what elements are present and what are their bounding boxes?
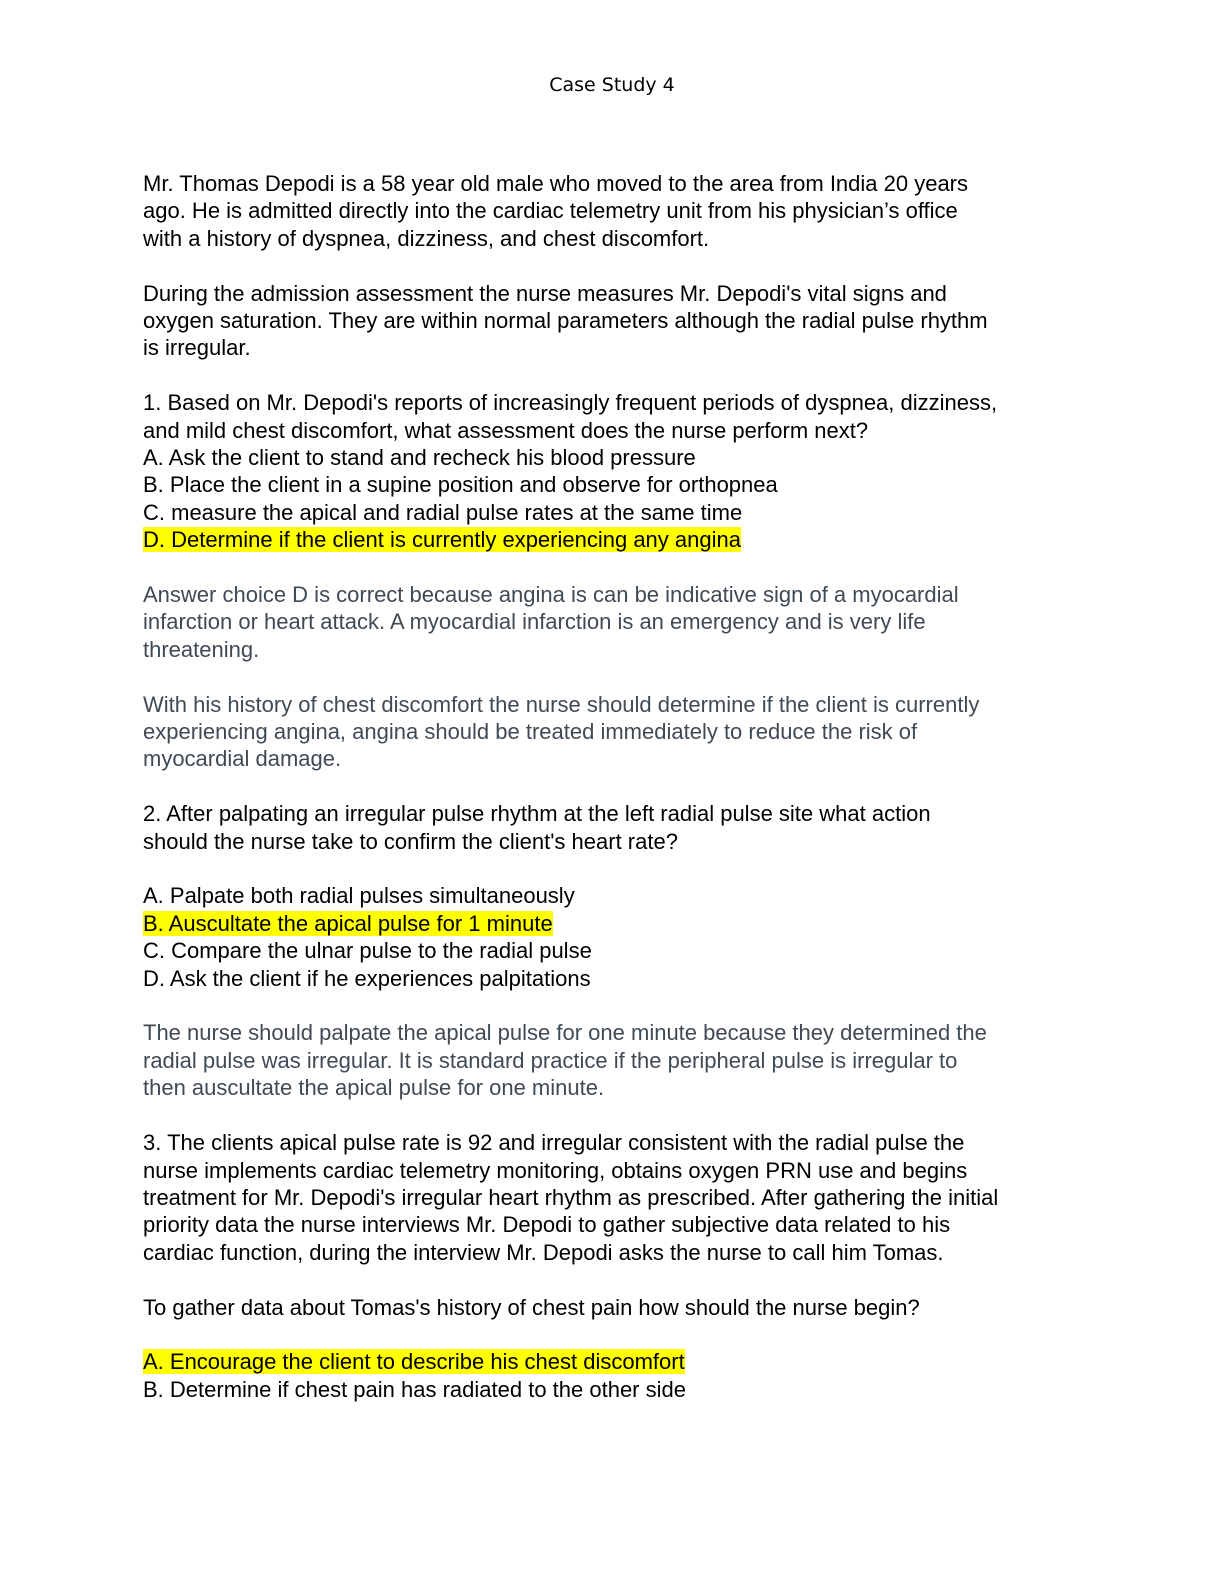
question-2-option-d: D. Ask the client if he experiences palpitations [143,965,591,991]
question-1-explanation-2 [143,691,1103,773]
highlighted-answer: B. Auscultate the apical pulse for 1 minute [143,910,553,936]
question-3-scenario [143,1129,1103,1266]
text-line: Answer choice D is correct because angina is can be indicative sign of a myocardial [143,582,959,608]
question-1-text: 1. Based on Mr. Depodi's reports of increasingly frequent periods of dyspnea, dizziness, [143,390,998,416]
text-line: radial pulse was irregular. It is standard practice if the peripheral pulse is irregular to [143,1047,958,1073]
question-3-option-b: B. Determine if chest pain has radiated to the other side [143,1376,686,1402]
text-line: priority data the nurse interviews Mr. Depodi to gather subjective data related to his [143,1212,951,1238]
question-1-option-d-correct [143,526,1103,553]
text-line: experiencing angina, angina should be treated immediately to reduce the risk of [143,719,918,745]
text-line: With his history of chest discomfort the nurse should determine if the client is currently [143,691,980,717]
text-line: is irregular. [143,335,251,361]
text-line: myocardial damage. [143,746,342,772]
question-3-option-a-correct [143,1348,1103,1375]
question-1-option-c: C. measure the apical and radial pulse rates at the same time [143,499,743,525]
text-line: threatening. [143,636,260,662]
question-1-explanation [143,581,1103,663]
text-line: then auscultate the apical pulse for one minute. [143,1075,605,1101]
question-3-text [143,1294,1103,1321]
highlighted-answer: D. Determine if the client is currently experiencing any angina [143,527,741,553]
text-line: 3. The clients apical pulse rate is 92 and irregular consistent with the radial pulse the [143,1130,965,1156]
question-2-text: 2. After palpating an irregular pulse rhythm at the left radial pulse site what action [143,801,931,827]
assessment-paragraph [143,280,1103,362]
text-line: infarction or heart attack. A myocardial infarction is an emergency and is very life [143,609,926,635]
text-line: with a history of dyspnea, dizziness, and chest discomfort. [143,225,710,251]
text-line: During the admission assessment the nurse measures Mr. Depodi's vital signs and [143,280,947,306]
question-2 [143,800,1103,855]
intro-paragraph [143,170,1103,252]
question-1-text: and mild chest discomfort, what assessment does the nurse perform next? [143,417,869,443]
question-1-option-a: A. Ask the client to stand and recheck his blood pressure [143,445,696,471]
text-line: oxygen saturation. They are within normal parameters although the radial pulse rhythm [143,308,988,334]
text-line: The nurse should palpate the apical pulse for one minute because they determined the [143,1020,987,1046]
document-body [143,170,1103,1431]
question-2-text: should the nurse take to confirm the client's heart rate? [143,828,678,854]
text-line: treatment for Mr. Depodi's irregular heart rhythm as prescribed. After gathering the initial [143,1184,999,1210]
text-line: nurse implements cardiac telemetry monitoring, obtains oxygen PRN use and begins [143,1157,968,1183]
highlighted-answer: A. Encourage the client to describe his chest discomfort [143,1349,685,1375]
question-2-option-b-correct [143,910,1103,937]
question-1-option-b: B. Place the client in a supine position and observe for orthopnea [143,472,778,498]
text-line: Mr. Thomas Depodi is a 58 year old male who moved to the area from India 20 years [143,171,969,196]
question-3-options [143,1348,1103,1403]
question-2-option-c: C. Compare the ulnar pulse to the radial pulse [143,938,592,964]
text-line: cardiac function, during the interview Mr. Depodi asks the nurse to call him Tomas. [143,1239,944,1265]
text-line: ago. He is admitted directly into the cardiac telemetry unit from his physician’s office [143,198,958,224]
text-line: To gather data about Tomas's history of chest pain how should the nurse begin? [143,1294,920,1320]
question-2-options [143,882,1103,992]
question-1 [143,389,1103,553]
page-header: Case Study 4 [549,74,675,96]
question-2-option-a: A. Palpate both radial pulses simultaneously [143,883,575,909]
question-2-explanation [143,1019,1103,1101]
